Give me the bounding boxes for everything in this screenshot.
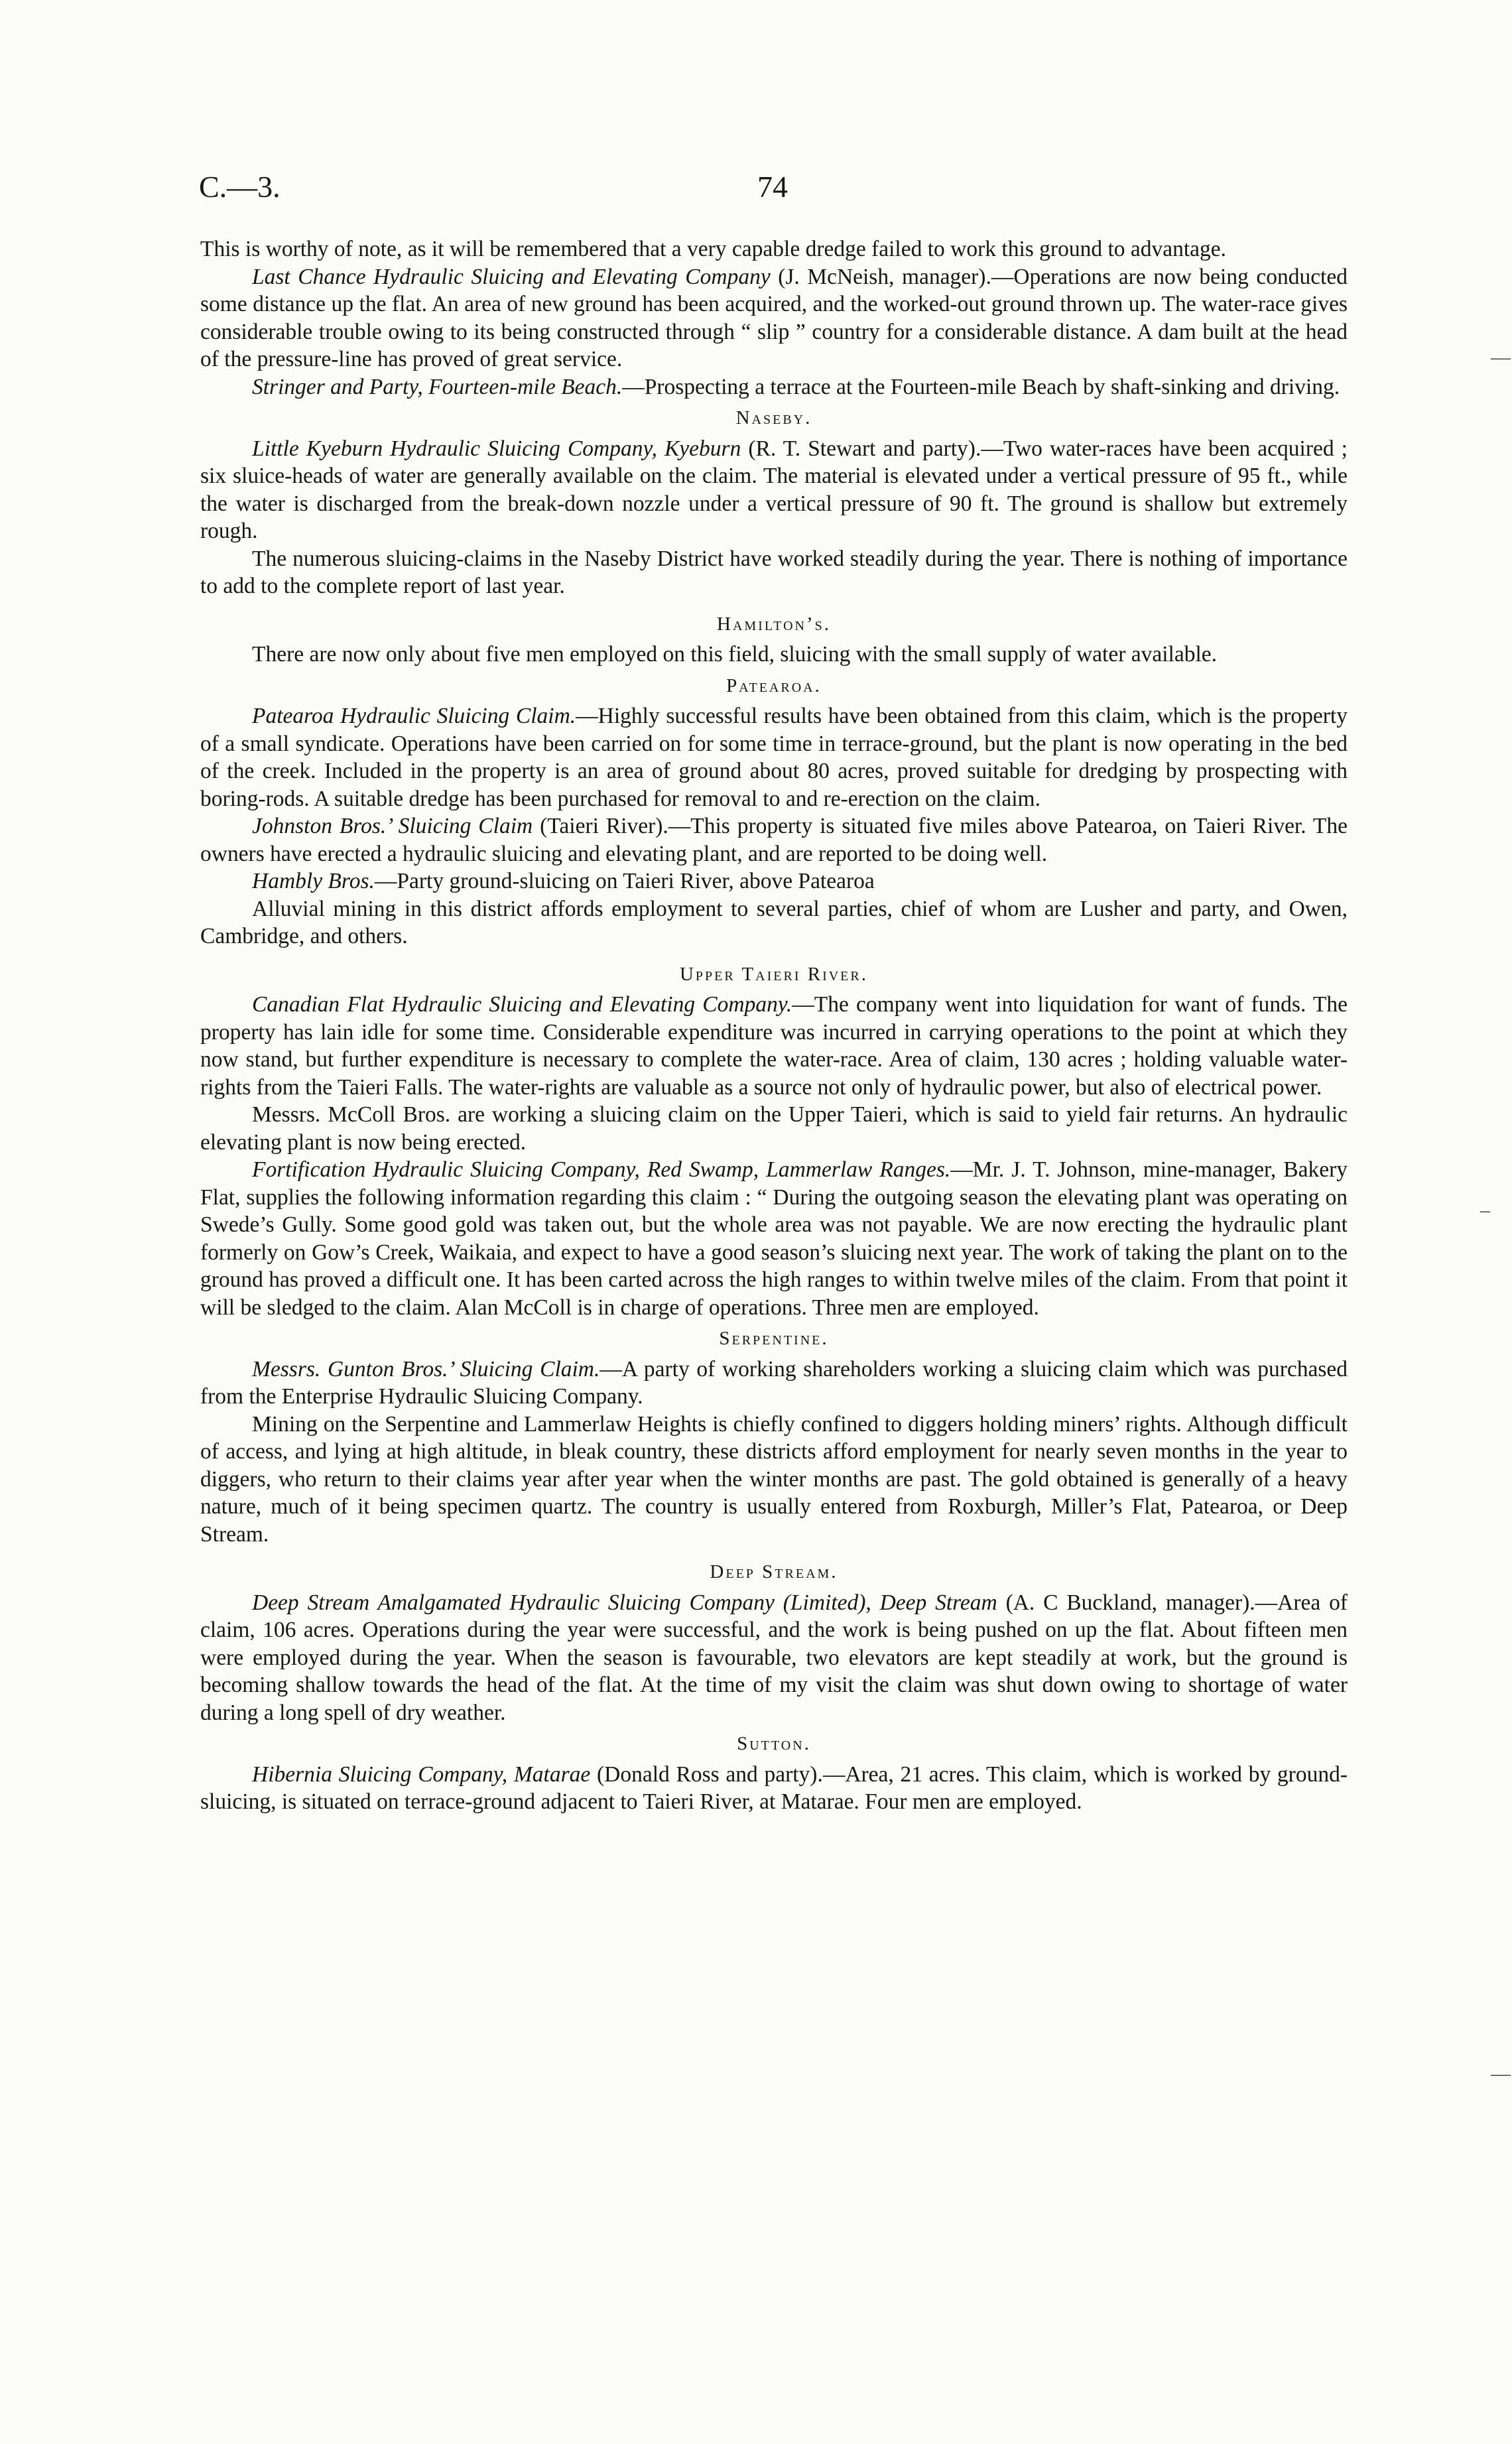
paragraph: Hibernia Sluicing Company, Matarae (Donald Ross and party).—Area, 21 acres. This claim, which is worked by ground-sluicing, is situated on terrace-ground adjacent to Taieri River, at Matarae. Four men are employed. bbox=[200, 1762, 1348, 1814]
paragraph: Stringer and Party, Fourteen-mile Beach.—Prospecting a terrace at the Fourteen-mile Beach by shaft-sinking and driving. bbox=[252, 374, 1340, 399]
paragraph: Mining on the Serpentine and Lammerlaw Heights is chiefly confined to diggers holding miners’ rights. Although difficult of access, and lying at high altitude, in bleak country, these districts afford employment for nearly seven months in the year to diggers, who return to their claims year after year when the winter months are past. The gold obtained is generally of a heavy nature, much of it being specimen quartz. The country is usually entered from Roxburgh, Miller’s Flat, Patearoa, or Deep Stream. bbox=[200, 1411, 1348, 1547]
paragraph: Patearoa Hydraulic Sluicing Claim.—Highly successful results have been obtained from this claim, which is the property of a small syndicate. Operations have been carried on for some time in terrace-ground, but the plant is now operating in the bed of the creek. Included in the property is an area of ground about 80 acres, proved suitable for dredging by prospecting with boring-rods. A suitable dredge has been purchased for removal to and re-erection on the claim. bbox=[200, 704, 1348, 811]
paragraph: Deep Stream Amalgamated Hydraulic Sluicing Company (Limited), Deep Stream (A. C Buckland, manager).—Area of claim, 106 acres. Operations during the year were successful, and the work is being pushed on up the flat. About fifteen men were employed during the year. When the season is favourable, two elevators are kept steadily at work, but the ground is becoming shallow towards the head of the flat. At the time of my visit the claim was shut down owing to shortage of water during a long spell of dry weather. bbox=[200, 1590, 1348, 1725]
margin-mark: – bbox=[1480, 1199, 1490, 1221]
margin-mark: — bbox=[1491, 346, 1511, 368]
claim-title: Johnston Bros.’ Sluicing Claim bbox=[252, 814, 533, 838]
claim-title: Fortification Hydraulic Sluicing Company, Red Swamp, Lammerlaw Ranges. bbox=[252, 1157, 951, 1182]
paragraph: Messrs. Gunton Bros.’ Sluicing Claim.—A party of working shareholders working a sluicing claim which was purchased from the Enterprise Hydraulic Sluicing Company. bbox=[200, 1356, 1348, 1409]
paragraph: Last Chance Hydraulic Sluicing and Elevating Company (J. McNeish, manager).—Operations are now being conducted some distance up the flat. An area of new ground has been acquired, and the worked-out ground thrown up. The water-race gives considerable trouble owing to its being constructed through “ slip ” country for a considerable distance. A dam built at the head of the pressure-line has proved of great service. bbox=[200, 264, 1348, 371]
paragraph: Alluvial mining in this district affords employment to several parties, chief of whom are Lusher and party, and Owen, Cambridge, and others. bbox=[200, 896, 1348, 948]
section-heading-deep-stream: Deep Stream. bbox=[710, 1561, 838, 1582]
claim-title: Deep Stream Amalgamated Hydraulic Sluicing Company (Limited), Deep Stream bbox=[252, 1590, 997, 1615]
document-reference: C.—3. bbox=[199, 170, 281, 204]
section-heading-hamiltons: Hamilton’s. bbox=[717, 613, 831, 635]
paragraph: Messrs. McColl Bros. are working a sluicing claim on the Upper Taieri, which is said to yield fair returns. An hydraulic elevating plant is now being erected. bbox=[200, 1102, 1348, 1155]
paragraph: There are now only about five men employed on this field, sluicing with the small supply of water available. bbox=[252, 642, 1218, 667]
paragraph: Hambly Bros.—Party ground-sluicing on Taieri River, above Patearoa bbox=[252, 869, 875, 893]
claim-title: Last Chance Hydraulic Sluicing and Elevating Company bbox=[252, 264, 771, 289]
claim-title: Canadian Flat Hydraulic Sluicing and Elevating Company. bbox=[252, 992, 792, 1017]
section-heading-serpentine: Serpentine. bbox=[719, 1328, 829, 1349]
section-heading-upper-taieri: Upper Taieri River. bbox=[679, 963, 868, 985]
paragraph: This is worthy of note, as it will be remembered that a very capable dredge failed to work this ground to advantage. bbox=[200, 237, 1227, 261]
section-heading-naseby: Naseby. bbox=[735, 407, 812, 428]
margin-mark: — bbox=[1491, 2063, 1511, 2085]
section-heading-patearoa: Patearoa. bbox=[726, 675, 822, 696]
paragraph: Little Kyeburn Hydraulic Sluicing Company, Kyeburn (R. T. Stewart and party).—Two water-races have been acquired ; six sluice-heads of water are generally available on the claim. The material is elevated under a vertical pressure of 95 ft., while the water is discharged from the break-down nozzle under a vertical pressure of 90 ft. The ground is shallow but extremely rough. bbox=[200, 436, 1348, 543]
paragraph: Johnston Bros.’ Sluicing Claim (Taieri River).—This property is situated five miles above Patearoa, on Taieri River. The owners have erected a hydraulic sluicing and elevating plant, and are reported to be doing well. bbox=[200, 814, 1348, 866]
page-number: 74 bbox=[757, 170, 788, 204]
claim-title: Stringer and Party, Fourteen-mile Beach. bbox=[252, 374, 623, 399]
section-heading-sutton: Sutton. bbox=[737, 1733, 811, 1754]
report-body bbox=[200, 235, 1348, 1816]
claim-title: Hambly Bros. bbox=[252, 869, 375, 893]
page-header bbox=[199, 169, 1346, 222]
paragraph: Canadian Flat Hydraulic Sluicing and Elevating Company.—The company went into liquidation for want of funds. The property has lain idle for some time. Considerable expenditure was incurred in carrying operations to the point at which they now stand, but further expenditure is necessary to complete the water-race. Area of claim, 130 acres ; holding valuable water-rights from the Taieri Falls. The water-rights are valuable as a source not only of hydraulic power, but also of electrical power. bbox=[200, 992, 1348, 1100]
claim-title: Patearoa Hydraulic Sluicing Claim. bbox=[252, 704, 576, 728]
claim-title: Little Kyeburn Hydraulic Sluicing Company, Kyeburn bbox=[252, 436, 741, 461]
paragraph: The numerous sluicing-claims in the Naseby District have worked steadily during the year. There is nothing of importance to add to the complete report of last year. bbox=[200, 546, 1348, 598]
claim-title: Hibernia Sluicing Company, Matarae bbox=[252, 1762, 591, 1787]
paragraph: Fortification Hydraulic Sluicing Company, Red Swamp, Lammerlaw Ranges.—Mr. J. T. Johnson, mine-manager, Bakery Flat, supplies the following information regarding this claim : “ During the outgoing season the elevating plant was operating on Swede’s Gully. Some good gold was taken out, but the whole area was not payable. We are now erecting the hydraulic plant formerly on Gow’s Creek, Waikaia, and expect to have a good season’s sluicing next year. The work of taking the plant on to the ground has proved a difficult one. It has been carted across the high ranges to within twelve miles of the claim. From that point it will be sledged to the claim. Alan McColl is in charge of operations. Three men are employed. bbox=[200, 1157, 1348, 1320]
claim-title: Messrs. Gunton Bros.’ Sluicing Claim. bbox=[252, 1356, 600, 1382]
